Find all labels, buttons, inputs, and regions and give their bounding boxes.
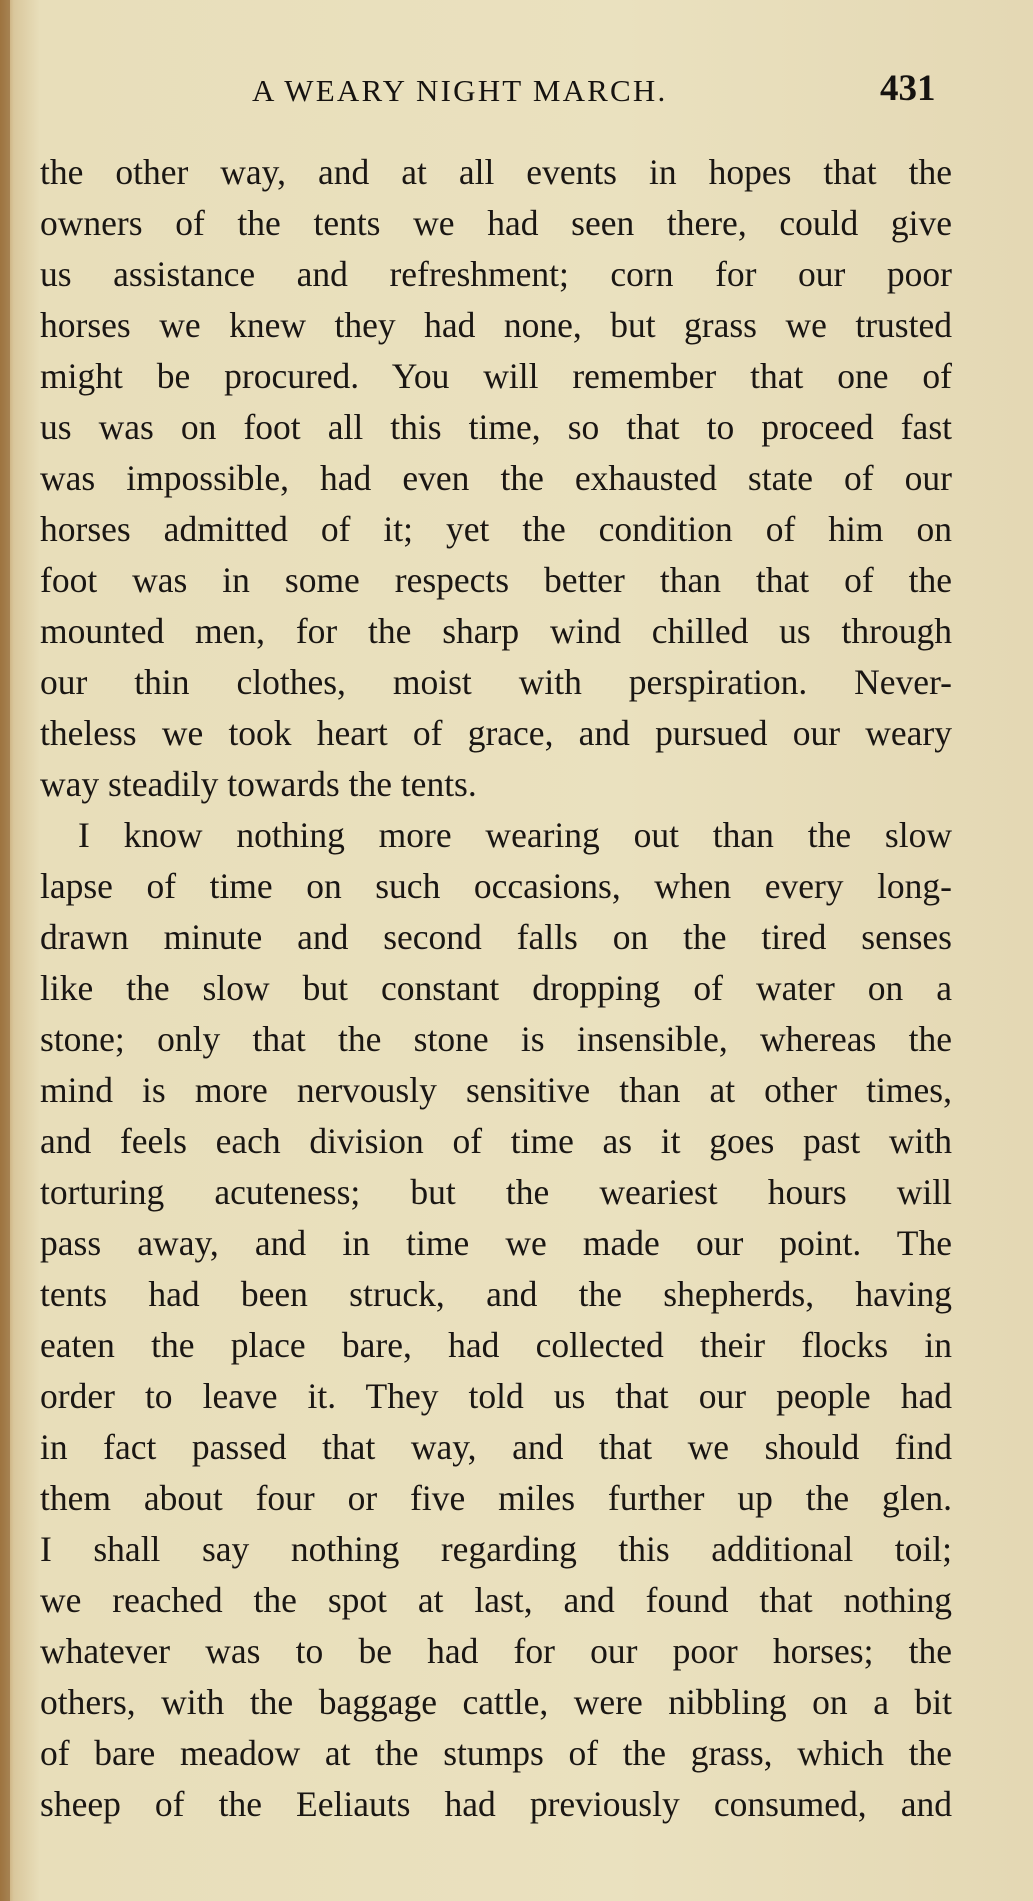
body-text: [40, 147, 952, 1830]
text-line: tents had been struck, and the shepherds, having: [40, 1274, 952, 1314]
text-line: us assistance and refreshment; corn for our poor: [40, 254, 952, 294]
text-line: others, with the baggage cattle, were nibbling on a bit: [40, 1682, 952, 1722]
text-line: the other way, and at all events in hopes that the: [40, 152, 952, 192]
binding-edge: [0, 0, 10, 1901]
text-line: foot was in some respects better than that of the: [40, 560, 952, 600]
text-line: them about four or five miles further up the glen.: [40, 1478, 952, 1518]
text-line: theless we took heart of grace, and pursued our weary: [40, 713, 952, 753]
text-line: might be procured. You will remember that one of: [40, 356, 952, 396]
text-line: pass away, and in time we made our point. The: [40, 1223, 952, 1263]
text-line: stone; only that the stone is insensible, whereas the: [40, 1019, 952, 1059]
page-number: 431: [880, 68, 936, 109]
text-line: way steadily towards the tents.: [40, 764, 477, 804]
text-line: mounted men, for the sharp wind chilled us through: [40, 611, 952, 651]
running-head: [0, 70, 1033, 130]
text-line: drawn minute and second falls on the tired senses: [40, 917, 952, 957]
text-line: owners of the tents we had seen there, could give: [40, 203, 952, 243]
text-line: torturing acuteness; but the weariest hours will: [40, 1172, 952, 1212]
text-line: of bare meadow at the stumps of the grass, which the: [40, 1733, 952, 1773]
text-line: we reached the spot at last, and found that nothing: [40, 1580, 952, 1620]
text-line: order to leave it. They told us that our people had: [40, 1376, 952, 1416]
text-line: lapse of time on such occasions, when every long-: [40, 866, 952, 906]
text-line: was impossible, had even the exhausted state of our: [40, 458, 952, 498]
text-line: eaten the place bare, had collected their flocks in: [40, 1325, 952, 1365]
text-line: us was on foot all this time, so that to proceed fast: [40, 407, 952, 447]
running-title: A WEARY NIGHT MARCH.: [252, 73, 668, 108]
text-line: sheep of the Eeliauts had previously consumed, and: [40, 1784, 952, 1824]
text-line: I shall say nothing regarding this additional toil;: [40, 1529, 952, 1569]
text-line: like the slow but constant dropping of water on a: [40, 968, 952, 1008]
text-line: our thin clothes, moist with perspiration. Never-: [40, 662, 952, 702]
text-line: in fact passed that way, and that we should find: [40, 1427, 952, 1467]
text-line: horses we knew they had none, but grass we trusted: [40, 305, 952, 345]
text-line: horses admitted of it; yet the condition of him on: [40, 509, 952, 549]
text-line: mind is more nervously sensitive than at other times,: [40, 1070, 952, 1110]
text-line: I know nothing more wearing out than the slow: [78, 815, 952, 855]
text-line: whatever was to be had for our poor horses; the: [40, 1631, 952, 1671]
text-line: and feels each division of time as it goes past with: [40, 1121, 952, 1161]
